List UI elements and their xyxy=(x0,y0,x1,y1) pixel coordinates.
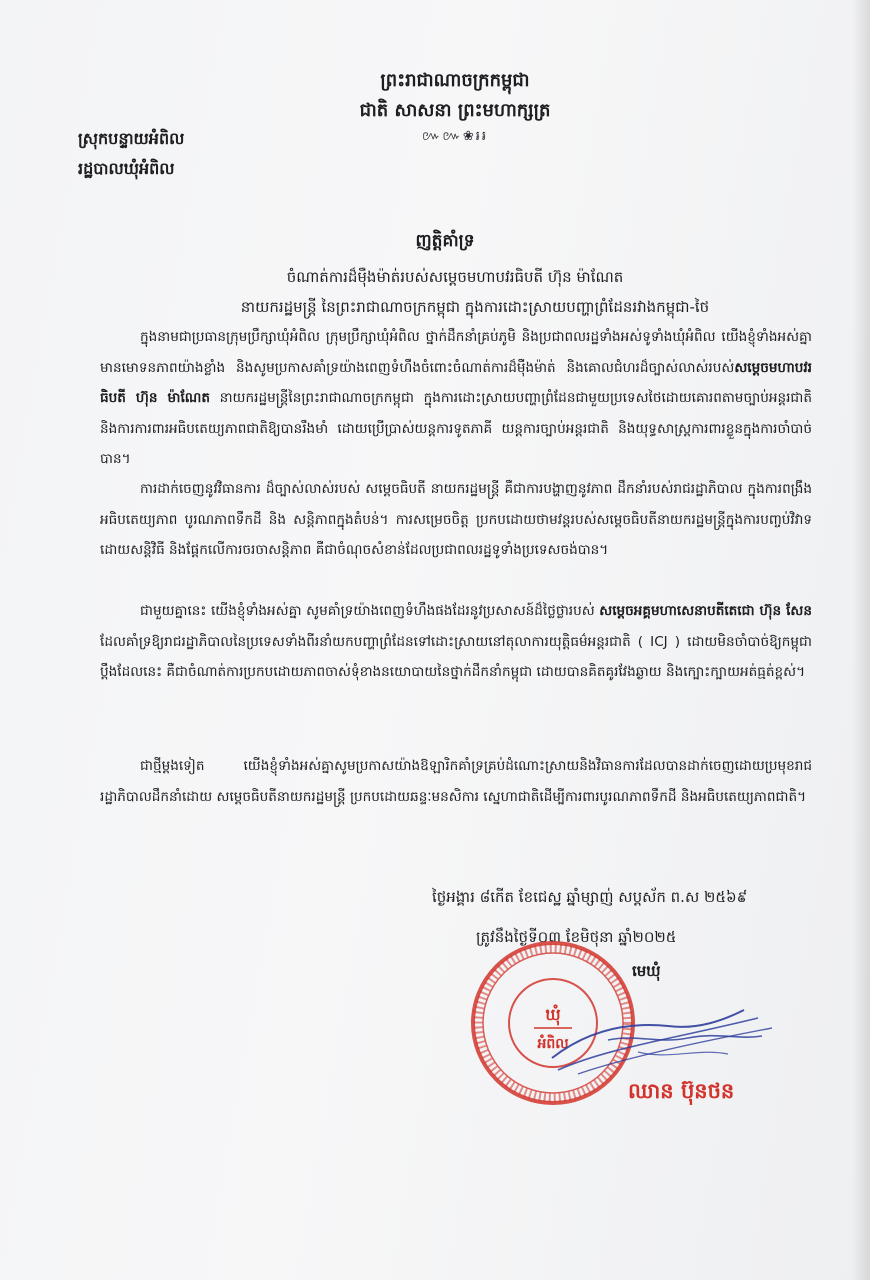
signer-name: ឈាន ប៊ុនថន xyxy=(628,1079,735,1103)
seal-text-top: ឃុំ xyxy=(545,1005,561,1024)
senate-president-name: សម្តេចអគ្គមហាសេនាបតីតេជោ ហ៊ុន សែន xyxy=(599,603,812,619)
seal-text-bottom: អំពិល xyxy=(537,1036,569,1052)
body-paragraph-2: ការដាក់ចេញនូវវិធានការ ដ៏ច្បាស់លាស់របស់ សម្តេចធិបតី នាយករដ្ឋមន្ត្រី គឺជាការបង្ហាញនូវភាព ដឹកនាំរបស់រាជរដ្ឋាភិបាល ក្នុងការពង្រឹងអធិបតេយ្យភាព បូរណភាពទឹកដី និង សន្តិភាពក្នុងតំបន់។ ការសម្រេចចិត្ត ប្រកបដោយថាមវន្តរបស់សម្តេចធិបតីនាយករដ្ឋមន្ត្រីក្នុងការបញ្ចប់វិវាទដោយសន្តិវិធី និងផ្តែកលើការចរចាសន្តិភាព គឺជាចំណុចសំខាន់ដែលប្រជាពលរដ្ឋទូទាំងប្រទេសចង់បាន។ xyxy=(100,481,812,558)
paragraph-1-text-b: នាយករដ្ឋមន្ត្រីនៃព្រះរាជាណាចក្រកម្ពុជា ក្នុងការដោះស្រាយបញ្ហាព្រំដែនជាមួយប្រទេសថៃដោយគោរពតាមច្បាប់អន្តរជាតិ និងការការពារអធិបតេយ្យភាពជាតិឱ្យបានរឹងមាំ ដោយប្រើប្រាស់យន្តការទូតភាគី យន្តការច្បាប់អន្តរជាតិ និងយុទ្ធសាស្ត្រការពារខ្លួនក្នុងការចាំបាច់បាន។ xyxy=(100,390,813,467)
document-title: ញត្តិគាំទ្រ xyxy=(415,231,475,251)
signer-position: មេឃុំ xyxy=(632,962,661,980)
body-paragraph-1 xyxy=(100,322,812,475)
page-edge-shadow xyxy=(852,0,870,1280)
solar-date: ត្រូវនឹងថ្ងៃទី០៣ ខែមិថុនា ឆ្នាំ២០២៥ xyxy=(476,928,677,946)
document-subject-line2: នាយករដ្ឋមន្ត្រី នៃព្រះរាជាណាចក្រកម្ពុជា ក្នុងការដោះស្រាយបញ្ហាព្រំដែនរវាងកម្ពុជា-ថៃ xyxy=(240,298,710,316)
lunar-date: ថ្ងៃអង្គារ ៨កើត ខែជេស្ឋ ឆ្នាំម្សាញ់ សប្តស័ក ព.ស ២៥៦៩ xyxy=(432,888,748,906)
handwritten-signature xyxy=(548,1000,778,1090)
paragraph-1-text-a: ក្នុងនាមជាប្រធានក្រុមប្រឹក្សាឃុំអំពិល ក្រុមប្រឹក្សាឃុំអំពិល ថ្នាក់ដឹកនាំគ្រប់ភូមិ និងប្រជាពលរដ្ឋទាំងអស់ទូទាំងឃុំអំពិល យើងខ្ញុំទាំងអស់គ្នាមានមោទនភាពយ៉ាងខ្លាំង និងសូមប្រកាសគាំទ្រយ៉ាងពេញទំហឹងចំពោះចំណាត់ការដ៏មុឺងម៉ាត់ និងគោលជំហរដ៏ច្បាស់លាស់របស់ xyxy=(100,329,812,376)
body-paragraph-4: ជាថ្មីម្តងទៀត យើងខ្ញុំទាំងអស់គ្នាសូមប្រកាសយ៉ាងឱឡារិកគាំទ្រគ្រប់ដំណោះស្រាយនិងវិធានការដែលបានដាក់ចេញដោយប្រមុខរាជរដ្ឋាភិបាលដឹកនាំដោយ សម្តេចធិបតីនាយករដ្ឋមន្ត្រី ប្រកបដោយឆន្ទៈមនសិការ ស្នេហាជាតិដើម្បីការពារបូរណភាពទឹកដី និងអធិបតេយ្យភាពជាតិ។ xyxy=(100,758,812,805)
national-motto-line2: ជាតិ សាសនា ព្រះមហាក្សត្រ xyxy=(359,100,551,121)
document-subject-line1: ចំណាត់ការដ៏មុឺងម៉ាត់របស់សម្តេចមហាបវរធិបតី ហ៊ុន ម៉ាណែត xyxy=(286,268,624,286)
national-motto-line1: ព្រះរាជាណាចក្រកម្ពុជា xyxy=(380,70,530,91)
paragraph-3-text-b: ដែលគាំទ្រឱ្យរាជរដ្ឋាភិបាលនៃប្រទេសទាំងពីរនាំយកបញ្ហាព្រំដែនទៅដោះស្រាយនៅតុលាការយុត្តិធម៌អន្តរជាតិ ( ICJ ) ដោយមិនចាំបាច់ឱ្យកម្ពុជាប្តឹងដែលនេះ គឺជាចំណាត់ការប្រកបដោយភាពចាស់ទុំខាងនយោបាយនៃថ្នាក់ដឹកនាំកម្ពុជា ដោយបានគិតគូរវែងឆ្ងាយ និងក្បោះក្បាយអត់ធ្មត់ខ្ពស់។ xyxy=(100,633,812,680)
origin-district: ស្រុកបន្ទាយអំពិល xyxy=(78,129,185,148)
decorative-ornament: ៚៚❀៛៛ xyxy=(422,129,488,144)
pm-name: សម្តេចមហាបវរធិបតី ហ៊ុន ម៉ាណែត xyxy=(100,359,812,406)
body-paragraph-3 xyxy=(100,596,812,688)
paragraph-3-text-a: ជាមួយគ្នានេះ យើងខ្ញុំទាំងអស់គ្នា សូមគាំទ្រយ៉ាងពេញទំហឹងផងដែរនូវប្រសាសន៍ដ៏ថ្លៃថ្លារបស់ xyxy=(140,603,600,619)
origin-commune: រដ្ឋបាលឃុំអំពិល xyxy=(78,159,175,178)
